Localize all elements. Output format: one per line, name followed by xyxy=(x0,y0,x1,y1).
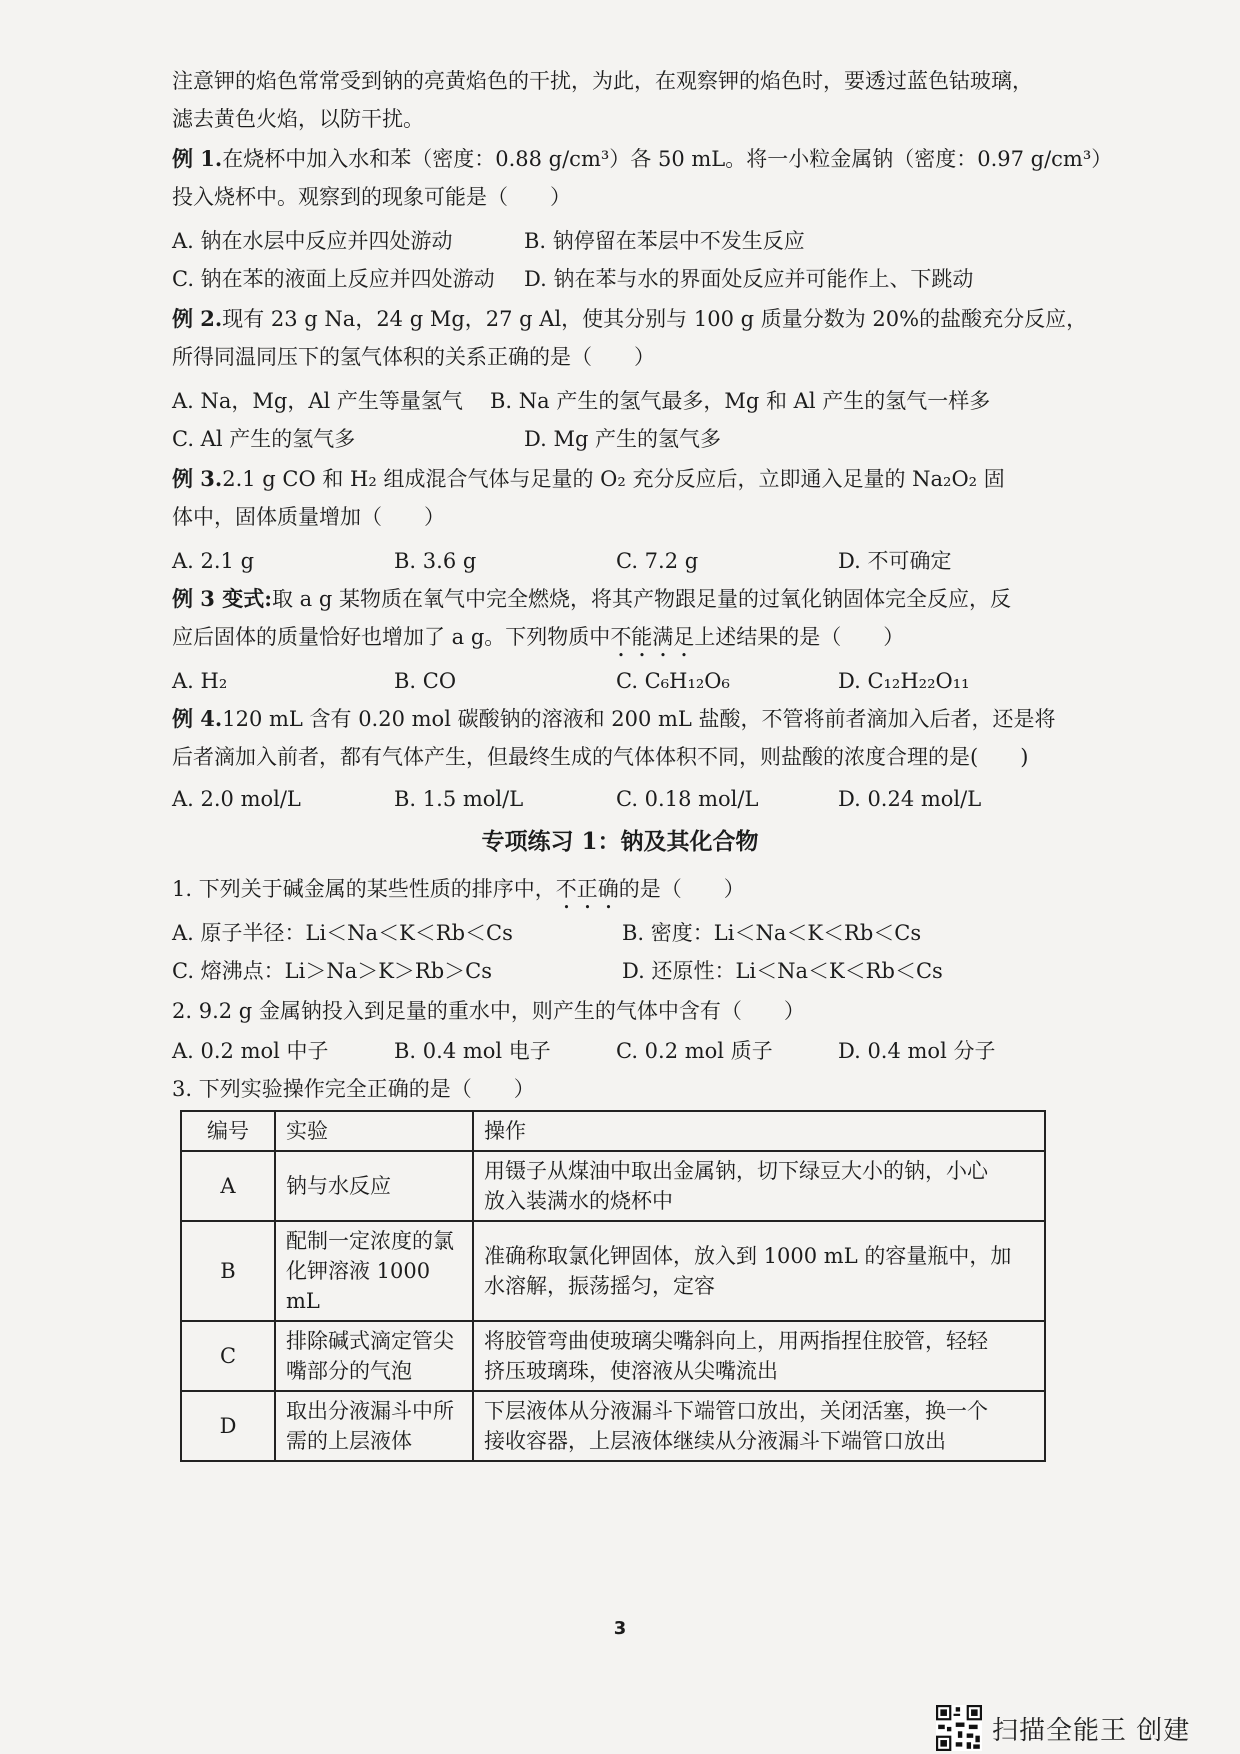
option-c: C. C₆H₁₂O₆ xyxy=(616,669,730,693)
example-3-variant-options xyxy=(172,666,1072,696)
option-c: C. Al 产生的氢气多 xyxy=(172,427,356,451)
row-operation: 准确称取氯化钾固体，放入到 1000 mL 的容量瓶中，加 水溶解，振荡摇匀，定容 xyxy=(473,1221,1045,1321)
option-a: A. H₂ xyxy=(172,669,228,693)
table-row xyxy=(181,1391,1045,1461)
table-header-row xyxy=(181,1111,1045,1151)
option-a: A. 原子半径：Li＜Na＜K＜Rb＜Cs xyxy=(172,921,513,945)
option-a: A. 2.1 g xyxy=(172,549,255,573)
example-1-options-row-2 xyxy=(172,264,1072,294)
option-d: D. 0.4 mol 分子 xyxy=(838,1039,996,1063)
example-3-variant-stem-2: 应后固体的质量恰好也增加了 a g。下列物质中不能满足上述结果的是（ ） xyxy=(172,625,905,649)
example-3-stem: 例 3.2.1 g CO 和 H₂ 组成混合气体与足量的 O₂ 充分反应后，立即通入足量的 Na₂O₂ 固 xyxy=(172,466,1005,491)
option-c: C. 钠在苯的液面上反应并四处游动 xyxy=(172,267,495,291)
example-4-options xyxy=(172,784,1072,814)
option-d: D. 钠在苯与水的界面处反应并可能作上、下跳动 xyxy=(524,267,974,291)
question-3-stem: 3. 下列实验操作完全正确的是（ ） xyxy=(172,1077,535,1101)
row-code: C xyxy=(181,1321,275,1391)
option-a: A. Na，Mg，Al 产生等量氢气 xyxy=(172,389,463,413)
experiment-table xyxy=(180,1110,1046,1462)
option-d: D. C₁₂H₂₂O₁₁ xyxy=(838,669,970,693)
example-label: 例 4. xyxy=(172,706,223,731)
option-b: B. 密度：Li＜Na＜K＜Rb＜Cs xyxy=(622,921,922,945)
qr-code-icon xyxy=(936,1705,982,1751)
example-2-options-row-2 xyxy=(172,424,1072,454)
example-label: 例 2. xyxy=(172,306,223,331)
example-3-stem-2: 体中，固体质量增加（ ） xyxy=(172,505,445,529)
example-label: 例 3 变式: xyxy=(172,586,272,611)
watermark-text: 扫描全能王 创建 xyxy=(992,1715,1191,1746)
example-1-stem-2: 投入烧杯中。观察到的现象可能是（ ） xyxy=(172,185,571,209)
example-2-stem-2: 所得同温同压下的氢气体积的关系正确的是（ ） xyxy=(172,345,655,369)
option-d: D. 0.24 mol/L xyxy=(838,787,982,811)
option-d: D. 还原性：Li＜Na＜K＜Rb＜Cs xyxy=(622,959,943,983)
option-b: B. 3.6 g xyxy=(394,549,477,573)
row-operation: 将胶管弯曲使玻璃尖嘴斜向上，用两指捏住胶管，轻轻 挤压玻璃珠，使溶液从尖嘴流出 xyxy=(473,1321,1045,1391)
table-row xyxy=(181,1321,1045,1391)
question-2-stem: 2. 9.2 g 金属钠投入到足量的重水中，则产生的气体中含有（ ） xyxy=(172,999,805,1023)
option-c: C. 7.2 g xyxy=(616,549,699,573)
example-2-stem: 例 2.现有 23 g Na，24 g Mg，27 g Al，使其分别与 100 g 质量分数为 20%的盐酸充分反应， xyxy=(172,306,1088,331)
row-code: D xyxy=(181,1391,275,1461)
question-2-options xyxy=(172,1036,1072,1066)
example-3-options xyxy=(172,546,1072,576)
question-1-options-row-2 xyxy=(172,956,1072,986)
table-row xyxy=(181,1221,1045,1321)
option-c: C. 熔沸点：Li＞Na＞K＞Rb＞Cs xyxy=(172,959,493,983)
row-code: A xyxy=(181,1151,275,1221)
emphasis-text: 不正确 xyxy=(555,877,619,901)
option-b: B. 钠停留在苯层中不发生反应 xyxy=(524,229,805,253)
option-d: D. 不可确定 xyxy=(838,549,952,573)
intro-line-2: 滤去黄色火焰，以防干扰。 xyxy=(172,107,424,131)
option-a: A. 钠在水层中反应并四处游动 xyxy=(172,229,453,253)
option-c: C. 0.18 mol/L xyxy=(616,787,759,811)
row-experiment: 配制一定浓度的氯 化钾溶液 1000 mL xyxy=(275,1221,473,1321)
row-code: B xyxy=(181,1221,275,1321)
table-row xyxy=(181,1151,1045,1221)
row-experiment: 钠与水反应 xyxy=(275,1151,473,1221)
table-header-operation: 操作 xyxy=(473,1111,1045,1151)
example-4-stem-2: 后者滴加入前者，都有气体产生，但最终生成的气体体积不同，则盐酸的浓度合理的是( ) xyxy=(172,745,1029,769)
option-c: C. 0.2 mol 质子 xyxy=(616,1039,773,1063)
emphasis-text: 不能满足 xyxy=(610,625,695,649)
option-d: D. Mg 产生的氢气多 xyxy=(524,427,722,451)
table-header-code: 编号 xyxy=(181,1111,275,1151)
option-b: B. 0.4 mol 电子 xyxy=(394,1039,551,1063)
row-experiment: 排除碱式滴定管尖 嘴部分的气泡 xyxy=(275,1321,473,1391)
example-1-options-row-1 xyxy=(172,226,1072,256)
option-b: B. Na 产生的氢气最多，Mg 和 Al 产生的氢气一样多 xyxy=(490,389,991,413)
row-operation: 用镊子从煤油中取出金属钠，切下绿豆大小的钠，小心 放入装满水的烧杯中 xyxy=(473,1151,1045,1221)
example-4-stem: 例 4.120 mL 含有 0.20 mol 碳酸钠的溶液和 200 mL 盐酸，不管将前者滴加入后者，还是将 xyxy=(172,706,1056,731)
scanner-watermark xyxy=(936,1706,1190,1750)
intro-line-1: 注意钾的焰色常常受到钠的亮黄焰色的干扰，为此，在观察钾的焰色时，要透过蓝色钴玻璃， xyxy=(172,69,1033,93)
example-2-options-row-1 xyxy=(172,386,1072,416)
example-label: 例 1. xyxy=(172,146,223,171)
option-a: A. 0.2 mol 中子 xyxy=(172,1039,329,1063)
option-b: B. 1.5 mol/L xyxy=(394,787,524,811)
option-b: B. CO xyxy=(394,669,457,693)
section-title: 专项练习 1：钠及其化合物 xyxy=(481,828,759,855)
option-a: A. 2.0 mol/L xyxy=(172,787,301,811)
example-3-variant-stem: 例 3 变式:取 a g 某物质在氧气中完全燃烧，将其产物跟足量的过氧化钠固体完全反应，反 xyxy=(172,586,1011,611)
table-header-experiment: 实验 xyxy=(275,1111,473,1151)
row-operation: 下层液体从分液漏斗下端管口放出，关闭活塞，换一个 接收容器，上层液体继续从分液漏斗下端管口放出 xyxy=(473,1391,1045,1461)
example-label: 例 3. xyxy=(172,466,223,491)
page-number: 3 xyxy=(613,1618,627,1639)
row-experiment: 取出分液漏斗中所 需的上层液体 xyxy=(275,1391,473,1461)
question-1-options-row-1 xyxy=(172,918,1072,948)
example-1-stem: 例 1.在烧杯中加入水和苯（密度：0.88 g/cm³）各 50 mL。将一小粒金属钠（密度：0.97 g/cm³） xyxy=(172,146,1113,171)
question-1-stem: 1. 下列关于碱金属的某些性质的排序中，不正确的是（ ） xyxy=(172,877,745,901)
